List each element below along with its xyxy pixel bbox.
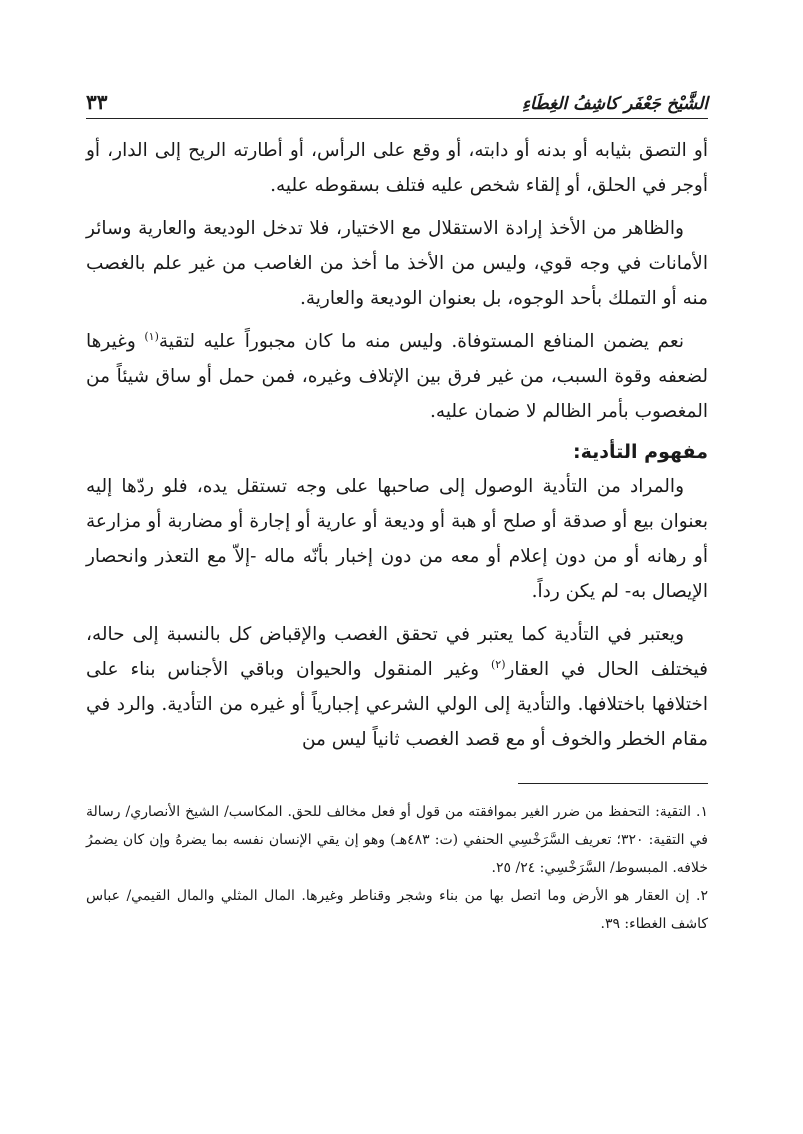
page-header: [86, 70, 708, 119]
footnotes: [86, 798, 708, 938]
page-number: ٣٣: [86, 90, 108, 114]
book-page: [86, 70, 708, 938]
paragraph: والظاهر من الأخذ إرادة الاستقلال مع الاختيار، فلا تدخل الوديعة والعارية وسائر الأمانات في وجه قوي، وليس من الأخذ ما أخذ من الغاصب من غير علم بالغصب منه أو التملك بأحد الوجوه، بل بعنوان الوديعة والعارية.: [86, 218, 708, 309]
running-head: الشَّيْخ جَعْفَر كاشِفُ الغِطَاءِ: [522, 94, 708, 114]
paragraph-text: وغيرها لضعفه وقوة السبب، من غير فرق بين الإتلاف وغيره، فمن حمل أو ساق شيئاً من المغصوب بأمر الظالم لا ضمان عليه.: [86, 331, 708, 422]
section-heading: مفهوم التأدية:: [573, 441, 708, 463]
paragraph-text: ويعتبر في التأدية كما يعتبر في تحقق الغصب والإقباض كل بالنسبة إلى حاله، فيختلف الحال في العقار: [86, 624, 708, 680]
paragraph: والمراد من التأدية الوصول إلى صاحبها على وجه تستقل يده، فلو ردّها إليه بعنوان بيع أو صدقة أو صلح أو هبة أو وديعة أو عارية أو إجارة أو مضاربة أو مزارعة أو رهانه أو من دون إعلام أو معه من دون إخبار بأنّه ماله -إلاّ مع التعذر وانحصار الإيصال به- لم يكن رداً.: [86, 476, 708, 602]
footnote: ٢. إن العقار هو الأرض وما اتصل بها من بناء وشجر وقناطر وغيرها. المال المثلي والمال القيمي/ عباس كاشف الغطاء: ٣٩.: [86, 888, 708, 932]
paragraph: أو التصق بثيابه أو بدنه أو دابته، أو وقع على الرأس، أو أطارته الريح إلى الدار، أو أوجر في الحلق، أو إلقاء شخص عليه فتلف بسقوطه عليه.: [86, 140, 708, 196]
paragraph: [86, 617, 708, 757]
footnote-reference: (١): [144, 329, 159, 343]
footnote: ١. التقية: التحفظ من ضرر الغير بموافقته من قول أو فعل مخالف للحق. المكاسب/ الشيخ الأنصاري/ رسالة في التقية: ٣٢٠؛ تعريف السَّرَخْسِي الحنفي (ت: ٤٨٣هـ) وهو إن يقي الإنسان نفسه بما يضرهُ وإن كان يضمرُ خلافه. المبسوط/ السَّرَخْسِي: ٢٤/ ٢٥.: [86, 804, 708, 876]
paragraph: [86, 324, 708, 429]
footnote-reference: (٢): [490, 657, 506, 671]
body-text: [86, 133, 708, 757]
paragraph-text: وغير المنقول والحيوان وباقي الأجناس بناء على اختلافها باختلافها. والتأدية إلى الولي الشرعي إجبارياً أو غيره من التأدية. والرد في مقام الخطر والخوف أو مع قصد الغصب ثانياً ليس من: [86, 659, 708, 750]
footnote-divider: [518, 783, 708, 784]
paragraph-text: نعم يضمن المنافع المستوفاة. وليس منه ما كان مجبوراً عليه لتقية: [158, 331, 684, 352]
